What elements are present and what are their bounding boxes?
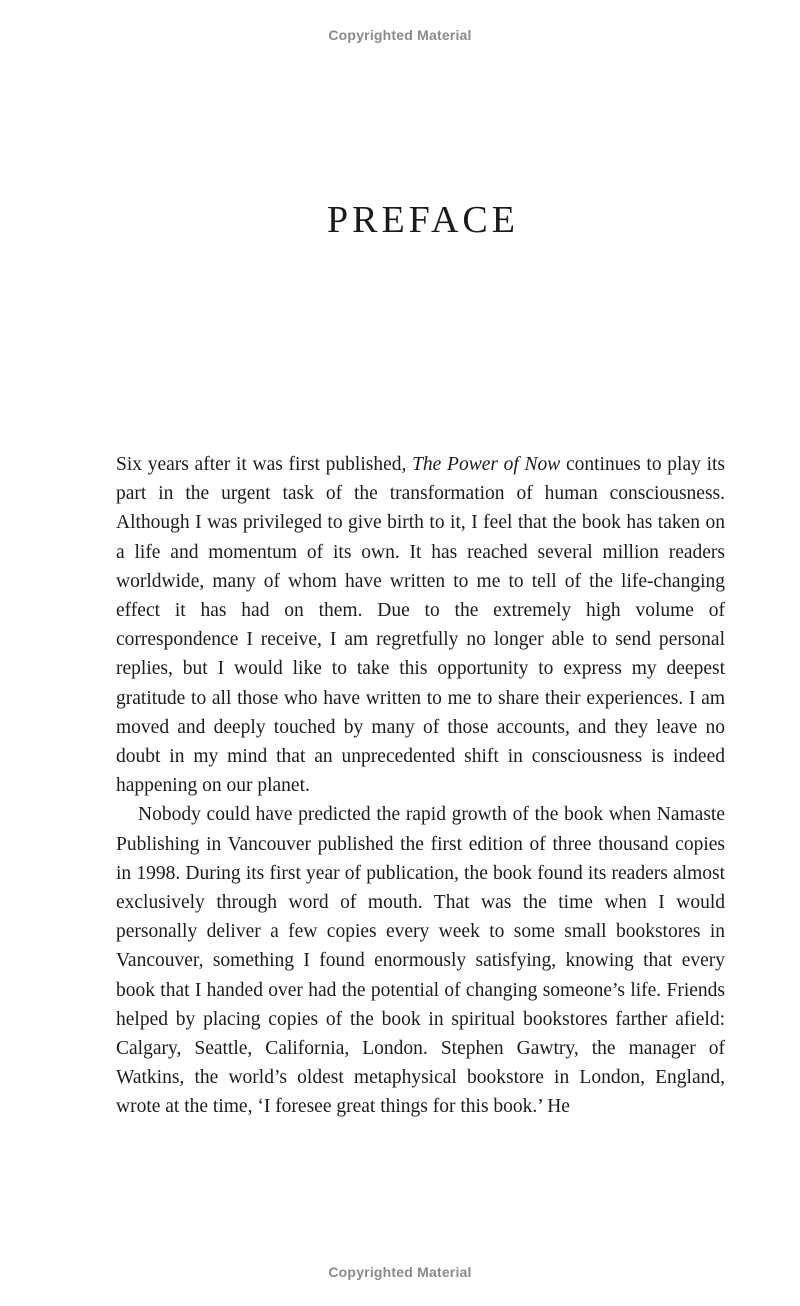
paragraph-1-intro: Six years after it was first published, [116,454,413,475]
copyright-watermark-bottom: Copyrighted Material [328,1264,472,1280]
book-title: The Power of Now [412,454,561,475]
copyright-watermark-top: Copyrighted Material [328,27,472,43]
paragraph-1-text: continues to play its part in the urgent task of the transformation of human consciousness. Although I was privileged to give birth to it, I feel that the book has taken on a life and momentum of its own. It has reached several million readers worldwide, many of whom have written to me to tell of the life-changing effect it has had on them. Due to the extremely high volume of correspondence I receive, I am regretfully no longer able to send personal replies, but I would like to take this opportunity to express my deepest gratitude to all those who have written to me to share their experiences. I am moved and deeply touched by many of those accounts, and they leave no doubt in my mind that an unprecedented shift in consciousness is indeed happening on our planet. [116,454,725,797]
preface-body [116,450,725,1122]
paragraph-1 [116,450,725,800]
paragraph-2: Nobody could have predicted the rapid growth of the book when Namaste Publishing in Vancouver published the first edition of three thousand copies in 1998. During its first year of publication, the book found its readers almost exclusively through word of mouth. That was the time when I would personally deliver a few copies every week to some small bookstores in Vancouver, something I found enormously satisfying, knowing that every book that I handed over had the potential of changing someone’s life. Friends helped by placing copies of the book in spiritual bookstores farther afield: Calgary, Seattle, California, London. Stephen Gawtry, the manager of Watkins, the world’s oldest metaphysical bookstore in London, England, wrote at the time, ‘I foresee great things for this book.’ He [116,804,725,1118]
chapter-title: PREFACE [326,199,519,241]
